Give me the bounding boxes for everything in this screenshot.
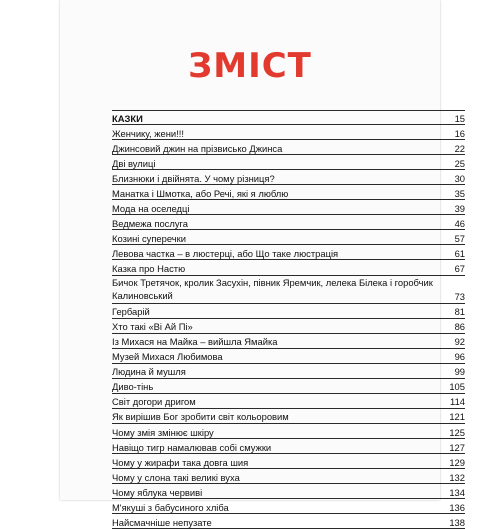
toc-entry-page: 92 bbox=[454, 336, 465, 348]
toc-entry-title: Женчику, жени!!! bbox=[112, 127, 184, 139]
toc-entry-page: 57 bbox=[454, 233, 465, 245]
toc-entry-page: 30 bbox=[454, 172, 465, 184]
toc-entry-title: Ведмежа послуга bbox=[112, 217, 188, 229]
toc-entry-title: Диво-тінь bbox=[112, 381, 154, 393]
toc-entry-title: Музей Михася Любимова bbox=[112, 351, 223, 363]
toc-entry-page: 121 bbox=[449, 411, 465, 423]
toc-entry bbox=[112, 125, 465, 140]
toc-entry-page: 22 bbox=[454, 142, 465, 154]
toc-entry bbox=[112, 349, 465, 364]
toc-entry bbox=[112, 454, 465, 469]
toc-entry bbox=[112, 245, 465, 260]
toc-entry-page: 136 bbox=[449, 501, 465, 513]
toc-entry-title: Гербарій bbox=[112, 306, 150, 318]
toc-entry bbox=[112, 155, 465, 170]
toc-entry-page: 127 bbox=[449, 441, 465, 453]
toc-entry bbox=[112, 276, 465, 304]
toc-entry-page: 39 bbox=[454, 202, 465, 214]
toc-entry-title: Левова частка – в люстерці, або Що таке люстрація bbox=[112, 248, 339, 260]
toc-entry-page: 67 bbox=[454, 263, 465, 275]
toc-entry-title: Як вирішив Бог зробити світ кольоровим bbox=[112, 411, 289, 423]
toc-entry-page: 105 bbox=[449, 381, 465, 393]
toc-entry-title: Світ догори дригом bbox=[112, 396, 196, 408]
toc-entry-title: Із Михася на Майка – вийшла Ямайка bbox=[112, 336, 278, 348]
book-page bbox=[60, 0, 465, 528]
toc-entry-page: 25 bbox=[454, 157, 465, 169]
toc-entry-title: Козині суперечки bbox=[112, 233, 186, 245]
toc-entry-title: КАЗКИ bbox=[112, 112, 143, 124]
toc-entry-title: М'якуші з бабусиного хліба bbox=[112, 501, 229, 513]
toc-entry bbox=[112, 260, 465, 275]
toc-entry-title: Навіщо тигр намалював собі смужки bbox=[112, 441, 272, 453]
toc-entry-page: 129 bbox=[449, 456, 465, 468]
toc-entry-title: Манатка і Шмотка, або Речі, які я люблю bbox=[112, 187, 289, 199]
toc-entry-title: Близнюки і двійнята. У чому різниця? bbox=[112, 172, 275, 184]
toc-entry-title: Мода на оселедці bbox=[112, 202, 190, 214]
toc-entry-page: 15 bbox=[454, 112, 465, 124]
toc-entry bbox=[112, 409, 465, 424]
toc-entry bbox=[112, 215, 465, 230]
toc-entry-title: Бичок Третячок, кролик Засухін, півник Яремчик, лелека Білека і горобчик Калиновський bbox=[112, 276, 433, 301]
toc-entry-title: Людина й мушля bbox=[112, 366, 186, 378]
toc-entry-title: Найсмачніше непузате bbox=[112, 516, 212, 528]
toc-entry bbox=[112, 469, 465, 484]
toc-entry-page: 99 bbox=[454, 366, 465, 378]
toc-entry-page: 61 bbox=[454, 248, 465, 260]
toc-entry-title: Чому у слона такі великі вуха bbox=[112, 471, 240, 483]
toc-entry-title: Хто такі «Ві Ай Пі» bbox=[112, 321, 193, 333]
toc-entry bbox=[112, 379, 465, 394]
toc-entry-title: Казка про Настю bbox=[112, 263, 186, 275]
toc-entry bbox=[112, 319, 465, 334]
toc-entry bbox=[112, 439, 465, 454]
toc-entry bbox=[112, 230, 465, 245]
toc-entry-page: 16 bbox=[454, 127, 465, 139]
toc-entry-page: 73 bbox=[454, 291, 465, 303]
toc-entry bbox=[112, 499, 465, 514]
toc-entry-title: Чому змія змінює шкіру bbox=[112, 426, 214, 438]
toc-entry bbox=[112, 394, 465, 409]
toc-entry bbox=[112, 424, 465, 439]
toc-entry bbox=[112, 200, 465, 215]
toc-entry-page: 46 bbox=[454, 217, 465, 229]
toc-entry-page: 134 bbox=[449, 486, 465, 498]
page-title: ЗМІСТ bbox=[188, 46, 312, 86]
toc-entry bbox=[112, 334, 465, 349]
toc-entry-title: Чому яблука червиві bbox=[112, 486, 203, 498]
toc-entry bbox=[112, 304, 465, 319]
toc-entry bbox=[112, 484, 465, 499]
toc-entry-page: 138 bbox=[449, 516, 465, 528]
table-of-contents bbox=[112, 110, 465, 529]
toc-entry bbox=[112, 185, 465, 200]
toc-entry-page: 114 bbox=[450, 396, 465, 408]
toc-entry-page: 96 bbox=[454, 351, 465, 363]
toc-entry-page: 35 bbox=[454, 187, 465, 199]
toc-section-heading bbox=[112, 110, 465, 125]
toc-entry-page: 132 bbox=[449, 471, 465, 483]
toc-entry-page: 86 bbox=[454, 321, 465, 333]
toc-entry bbox=[112, 364, 465, 379]
toc-entry-page: 81 bbox=[454, 306, 465, 318]
toc-entry-title: Дві вулиці bbox=[112, 157, 156, 169]
toc-entry bbox=[112, 140, 465, 155]
toc-entry bbox=[112, 514, 465, 529]
toc-entry bbox=[112, 170, 465, 185]
toc-entry-title: Чому у жирафи така довга шия bbox=[112, 456, 249, 468]
toc-entry-title: Джинсовий джин на прізвисько Джинса bbox=[112, 142, 283, 154]
toc-entry-page: 125 bbox=[449, 426, 465, 438]
